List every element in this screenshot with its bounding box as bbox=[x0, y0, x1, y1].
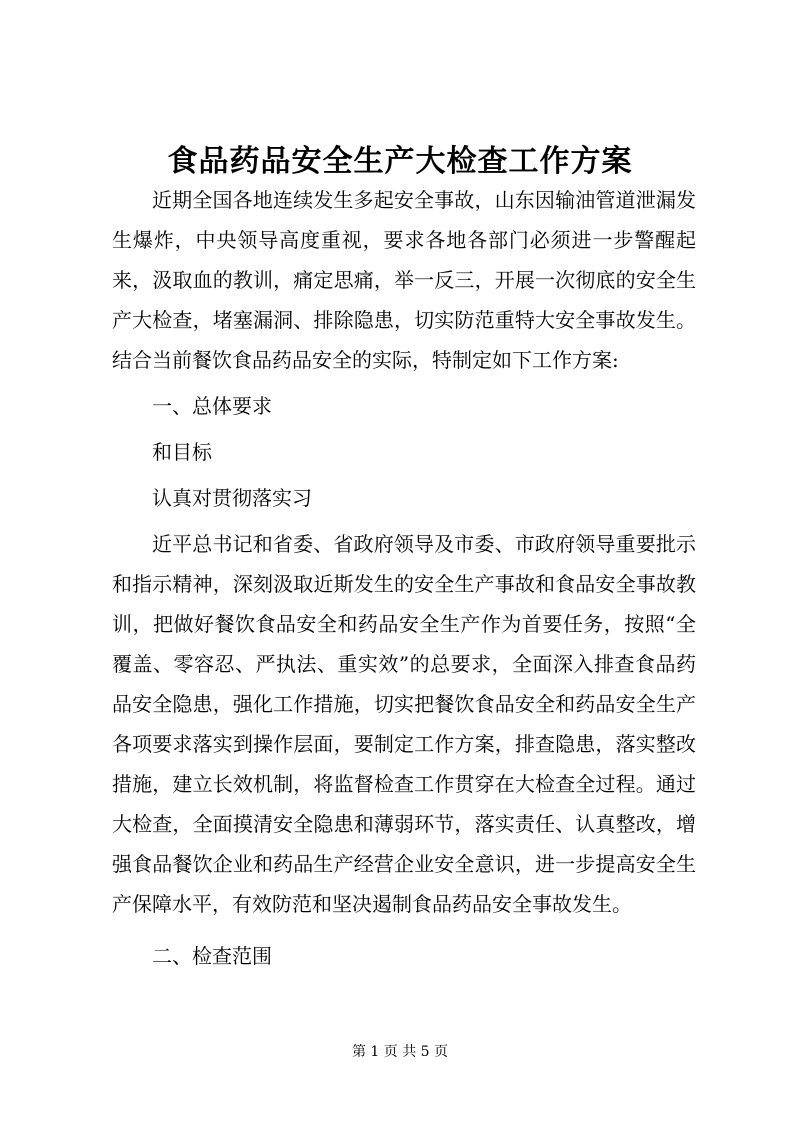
document-body bbox=[112, 180, 696, 976]
section-heading-inspection-scope: 二、检查范围 bbox=[152, 944, 272, 968]
body-paragraph: 近平总书记和省委、省政府领导及市委、市政府领导重要批示和指示精神，深刻汲取近斯发生的安全生产事故和食品安全事故教训，把做好餐饮食品安全和药品安全生产作为首要任务，按照“全覆盖、零容忍、严执法、重实效”的总要求，全面深入排查食品药品安全隐患，强化工作措施，切实把餐饮食品安全和药品安全生产各项要求落实到操作层面，要制定工作方案，排查隐患，落实整改措施，建立长效机制，将监督检查工作贯穿在大检查全过程。通过大检查，全面摸清安全隐患和薄弱环节，落实责任、认真整改，增强食品餐饮企业和药品生产经营企业安全意识，进一步提高安全生产保障水平，有效防范和坚决遏制食品药品安全事故发生。 bbox=[112, 532, 696, 916]
section-heading-continuation: 和目标 bbox=[152, 440, 212, 464]
document-title: 食品药品安全生产大检查工作方案 bbox=[167, 144, 633, 179]
paragraph-line: 认真对贯彻落实习 bbox=[152, 486, 312, 510]
section-heading-general-requirements: 一、总体要求 bbox=[152, 394, 272, 418]
intro-paragraph: 近期全国各地连续发生多起安全事故，山东因输油管道泄漏发生爆炸，中央领导高度重视，要求各地各部门必须进一步警醒起来，汲取血的教训，痛定思痛，举一反三，开展一次彻底的安全生产大检查，堵塞漏洞、排除隐患，切实防范重特大安全事故发生。结合当前餐饮食品药品安全的实际，特制定如下工作方案: bbox=[112, 188, 696, 372]
page-number-footer: 第 1 页 共 5 页 bbox=[351, 1044, 449, 1060]
